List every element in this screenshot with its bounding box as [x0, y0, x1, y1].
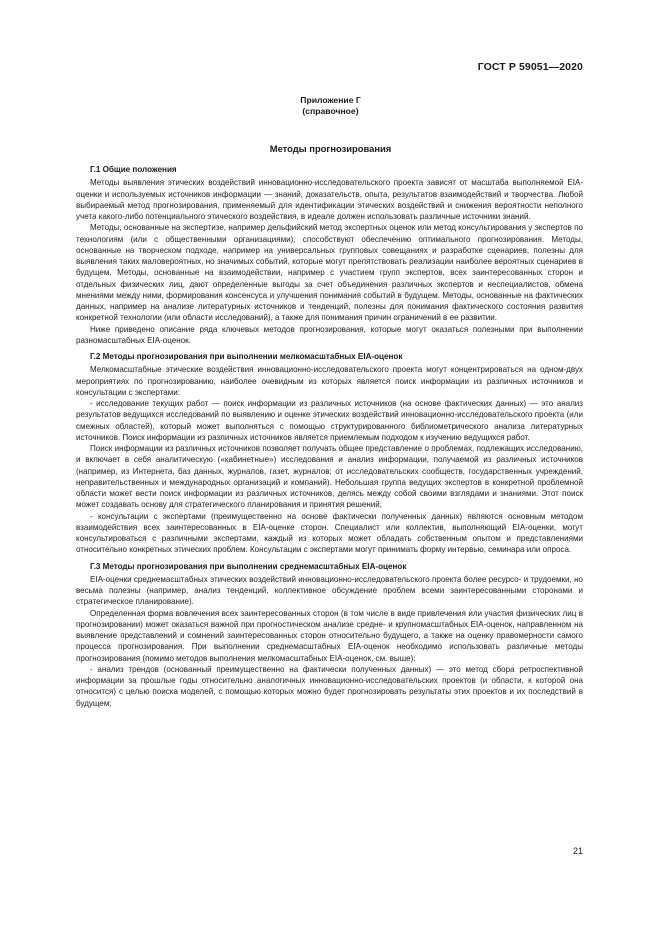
- paragraph: Ниже приведено описание ряда ключевых методов прогнозирования, которые могут оказаться полезными при выполнении разномасштабных EIA-оценок.: [76, 324, 583, 345]
- page-number: 21: [572, 846, 583, 856]
- document-body: [76, 164, 583, 709]
- appendix-header: [0, 95, 661, 117]
- appendix-note: (справочное): [302, 106, 359, 116]
- paragraph: Методы выявления этических воздействий инновационно-исследовательского проекта зависят от масштаба выполняемой EIA-оценки и используемых источников информации — знаний, доказательств, опыта, результатов взаимодействий и творчества. Любой выбираемый метод прогнозирования, применяемый для идентификации этических воздействий и снижения вероятности неполного учета какого-либо потенциального этического воздействия, в идеале должен использовать различные источники знаний.: [76, 178, 583, 221]
- paragraph: Определенная форма вовлечения всех заинтересованных сторон (в том числе в виде привлечения или участия физических лиц в прогнозировании) может оказаться важной при прогностическом анализе средне- и крупномасштабных EIA-оценок, направленном на выявление представлений и сомнений заинтересованных сторон относительно будущего, а также на оценку правомерности самого процесса прогнозирования. При выполнении среднемасштабных EIA-оценок необходимо использовать различные методы прогнозирования (помимо методов выполнения мелкомасштабных EIA-оценок, см. выше):: [76, 608, 583, 663]
- list-item: - консультации с экспертами (преимущественно на основе фактически полученных данных) являются основным методом взаимодействия всех заинтересованных в EIA-оценке сторон. Специалист или коллектив, выполняющий EIA-оценки, могут консультироваться с различными экспертами, каждый из которых может обладать собственным опытом и представлениями относительно конкретных этических проблем. Консультации с экспертами могут принимать форму интервью, семинара или опроса.: [76, 511, 583, 555]
- list-item: - анализ трендов (основанный преимущественно на фактически полученных данных) — это метод сбора ретроспективной информации за прошлые годы относительно аналогичных инновационно-исследовательских проектов (и области, к которой она относится) с целью поиска моделей, с помощью которых можно будет прогнозировать результаты этих проектов и их последствий в будущем;: [76, 664, 583, 708]
- appendix-title: Приложение Г: [300, 95, 361, 105]
- list-item: - исследование текущих работ — поиск информации из различных источников (на основе фактических данных) — это анализ результатов ведущихся исследований по выявлению и оценке этических воздействий инновационно-исследовательского проекта (или смежных областей), который может выполняться с помощью структурированного библиометрического анализа литературных источников. Поиск информации из различных источников является приемлемым подходом к изучению ведущихся работ.: [76, 399, 583, 442]
- section-heading: Г.2 Методы прогнозирования при выполнении мелкомасштабных EIA-оценок: [90, 352, 403, 361]
- standard-code: ГОСТ Р 59051—2020: [477, 61, 583, 73]
- paragraph: Поиск информации из различных источников позволяет получать общее представление о проблемах, подлежащих исследованию, и включает в себя аналитическую («кабинетные») исследования и анализ информации, получаемой из различных источников (например, из Интернета, баз данных, журналов, газет, журналов; от исследовательских сообществ, государственных учреждений, неправительственных и международных организаций и компаний). Небольшая группа ведущих экспертов в конкретной проблемной области может вести поиск информации из различных источников, делясь между собой своими взглядами и знаниями. Этот поиск может создавать основу для стратегического планирования и принятия решений;: [76, 444, 583, 510]
- paragraph: Мелкомасштабные этические воздействия инновационно-исследовательского проекта могут концентрироваться на одном-двух мероприятиях по прогнозированию, наиболее очевидным из которых является поиск информации из различных источников и консультации с экспертами:: [76, 365, 583, 397]
- page-title: Методы прогнозирования: [269, 143, 392, 154]
- section-heading: Г.1 Общие положения: [90, 165, 177, 174]
- paragraph: Методы, основанные на экспертизе, например дельфийский метод экспертных оценок или метод консультирования у экспертов по технологиям (или с общественными организациями), способствуют обеспечению оптимального прогнозирования. Методы, основанные на творческом подходе, например на универсальных групповых совещаниях и разработке сценариев, полезны для выявления таких маловероятных, но значимых событий, которые могут препятствовать реализации наиболее вероятных сценариев в будущем. Методы, основанные на взаимодействии, например с участием групп экспертов, всех заинтересованных сторон и отдельных физических лиц, дают определенные выгоды за счет объединения различных экспертов и неспециалистов, обмена мнениями между ними, формирования консенсуса и улучшения понимания событий в будущем. Методы, основанные на фактических данных, например на анализе литературных источников и тенденций, полезны для понимания фактического состояния развития конкретной технологии (или области исследований), а также для понимания причин ограничений в ее развитии.: [76, 223, 583, 323]
- section-heading: Г.3 Методы прогнозирования при выполнении среднемасштабных EIA-оценок: [90, 561, 407, 571]
- paragraph: EIA-оценки среднемасштабных этических воздействий инновационно-исследовательского проекта более ресурсо- и трудоемки, но весьма полезны (например, анализ тенденций, коллективное обсуждение проблем всеми заинтересованными сторонами и стратегическое планирование).: [76, 574, 583, 607]
